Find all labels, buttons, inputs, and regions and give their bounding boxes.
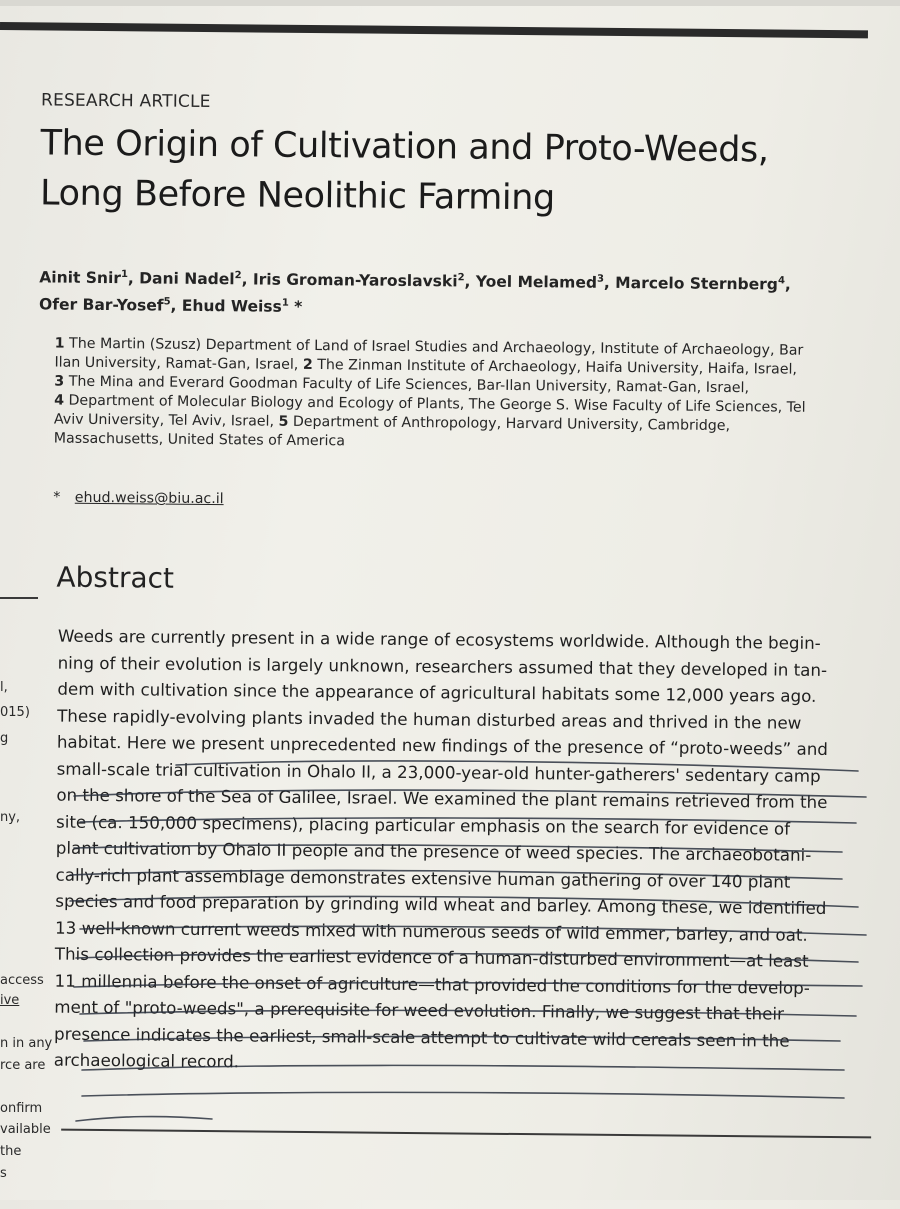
author: Yoel Melamed$^3$, (475, 272, 616, 293)
abstract-bottom-rule (61, 1129, 871, 1138)
sidebar-fragment: rce are (0, 1058, 46, 1073)
sidebar-fragment: onfirm (0, 1101, 43, 1116)
abstract-line: on the shore of the Sea of Galilee, Israel. We examined the plant remains retrieved from the (56, 784, 828, 812)
sidebar-fragment: access (0, 973, 44, 988)
sidebar-fragment: l, (0, 680, 8, 695)
abstract-line: small-scale trial cultivation in Ohalo II, a 23,000-year-old hunter-gatherers' sedentary camp (56, 758, 821, 786)
author: Iris Groman-Yaroslavski$^2$, (252, 270, 476, 291)
article-type-label: RESEARCH ARTICLE (40, 90, 211, 113)
affiliation-line: Aviv University, Tel Aviv, Israel, 5 Department of Anthropology, Harvard University, Cambridge, (53, 411, 731, 435)
affiliation-line: 4 Department of Molecular Biology and Ecology of Plants, The George S. Wise Faculty of Life Sciences, Tel (54, 392, 806, 416)
abstract-line: ment of "proto-weeds", a prerequisite for weed evolution. Finally, we suggest that their (54, 996, 785, 1024)
author: Dani Nadel$^2$, (139, 269, 253, 289)
abstract-line: dem with cultivation since the appearance of agricultural habitats some 12,000 years ago. (57, 678, 817, 706)
abstract-line: habitat. Here we present unprecedented new findings of the presence of “proto-weeds” and (56, 731, 829, 759)
abstract-line: 13 well-known current weeds mixed with numerous seeds of wild emmer, barley, and oat. (55, 917, 808, 945)
affiliation-line: 1 The Martin (Szusz) Department of Land of Israel Studies and Archaeology, Institute of Archaeology, Bar (54, 335, 804, 359)
title-line-1: The Origin of Cultivation and Proto-Weeds, (40, 123, 769, 171)
abstract-line: These rapidly-evolving plants invaded the human disturbed areas and thrived in the new (57, 705, 802, 733)
sidebar-fragment-link[interactable]: ive (0, 993, 20, 1008)
article-title (40, 118, 871, 226)
abstract-line: cally-rich plant assemblage demonstrates extensive human gathering of over 140 plant (55, 864, 791, 892)
sidebar-fragment: ny, (0, 810, 21, 825)
sidebar-fragment: n in any (0, 1036, 53, 1051)
sidebar-fragment: s (0, 1166, 7, 1181)
abstract-heading: Abstract (56, 560, 175, 595)
sidebar-fragment: the (0, 1144, 22, 1159)
title-line-2: Long Before Neolithic Farming (39, 173, 556, 219)
author: Marcelo Sternberg$^4$, (615, 274, 791, 294)
corresponding-author (53, 490, 224, 508)
abstract-line: plant cultivation by Ohalo II people and the presence of weed species. The archaeobotani- (55, 837, 812, 865)
affiliations (54, 335, 855, 457)
sidebar-fragment: g (0, 731, 9, 746)
abstract-line: species and food preparation by grinding wild wheat and barley. Among these, we identified (55, 890, 827, 918)
sidebar-fragment: 015) (0, 705, 30, 720)
corresponding-email-link[interactable]: ehud.weiss@biu.ac.il (74, 489, 224, 508)
sidebar-rule (0, 597, 38, 599)
abstract-line: archaeological record. (53, 1049, 240, 1072)
corresponding-star: * (53, 489, 61, 506)
abstract-line: 11 millennia before the onset of agriculture—that provided the conditions for the develop- (54, 970, 810, 998)
sidebar-fragment: vailable (0, 1122, 51, 1137)
affiliation-line: 3 The Mina and Everard Goodman Faculty of Life Sciences, Bar-Ilan University, Ramat-Gan, Israel, (54, 373, 750, 397)
abstract-line: ning of their evolution is largely unknown, researchers assumed that they developed in tan- (57, 652, 828, 680)
abstract-body (54, 623, 868, 1081)
affiliation-line: Massachusetts, United States of America (53, 430, 346, 450)
author-list (39, 262, 859, 324)
author: Ainit Snir$^1$, (39, 268, 140, 288)
author: Ofer Bar-Yosef$^5$, (38, 295, 182, 316)
abstract-line: Weeds are currently present in a wide range of ecosystems worldwide. Although the begin- (57, 625, 821, 653)
author: Ehud Weiss$^1$ * (181, 297, 303, 317)
abstract-line: This collection provides the earliest evidence of a human-disturbed environment—at least (54, 943, 809, 971)
abstract-line: presence indicates the earliest, small-scale attempt to cultivate wild cereals seen in the (53, 1023, 790, 1051)
affiliation-line: Ilan University, Ramat-Gan, Israel, 2 The Zinman Institute of Archaeology, Haifa University, Haifa, Israel, (54, 354, 798, 378)
abstract-line: site (ca. 150,000 specimens), placing particular emphasis on the search for evidence of (56, 811, 791, 839)
